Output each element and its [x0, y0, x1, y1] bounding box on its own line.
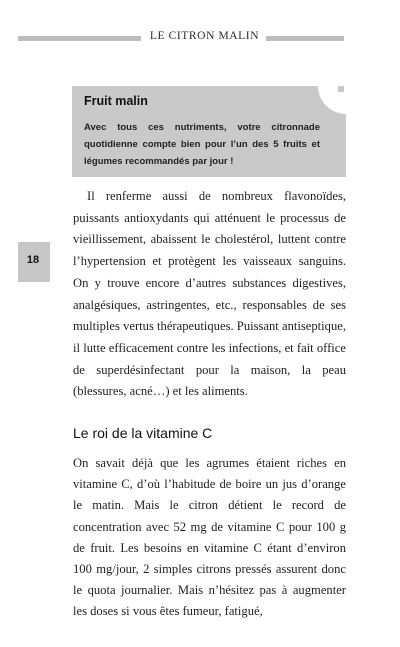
section-heading: Le roi de la vitamine C — [73, 425, 213, 441]
tip-box-text: Avec tous ces nutriments, votre citronnade quotidienne compte bien pour l’un des 5 fruits et légumes recommandés par jour ! — [84, 122, 320, 167]
tip-box-title: Fruit malin — [84, 94, 148, 108]
body-paragraph-vitamin-c: On savait déjà que les agrumes étaient riches en vitamine C, d’où l’habitude de boire un jus d’orange le matin. Mais le citron détient le record de concentration avec 52 mg de vitamine C pour 100 g de fruit. Les besoins en vitamine C étant d’environ 100 mg/jour, 2 simples citrons pressés assurent donc le quota journalier. Mais n’hésitez pas à augmenter les doses si vous êtes fumeur, fatigué, — [73, 456, 346, 619]
header-rule-left — [18, 36, 141, 41]
header-rule-right — [266, 36, 344, 41]
tip-box — [72, 86, 346, 177]
body-paragraph: Il renferme aussi de nombreux flavonoïdes, puissants antioxydants qui atténuent le processus de vieillissement, abaissent le cholestérol, luttent contre l’hypertension et protègent les vaisseaux sanguins. On y trouve encore d’autres substances digestives, analgésiques, astringentes, etc., responsables de ses multiples vertus thérapeutiques. Puissant antiseptique, il lutte efficacement contre les infections, et fait office de superdésinfectant pour la maison, la peau (blessures, acné…) et les aliments. — [73, 189, 346, 399]
tip-box-corner-mark — [338, 86, 344, 92]
running-title: LE CITRON MALIN — [149, 30, 260, 42]
page-number: 18 — [26, 254, 40, 266]
running-header — [18, 31, 344, 45]
